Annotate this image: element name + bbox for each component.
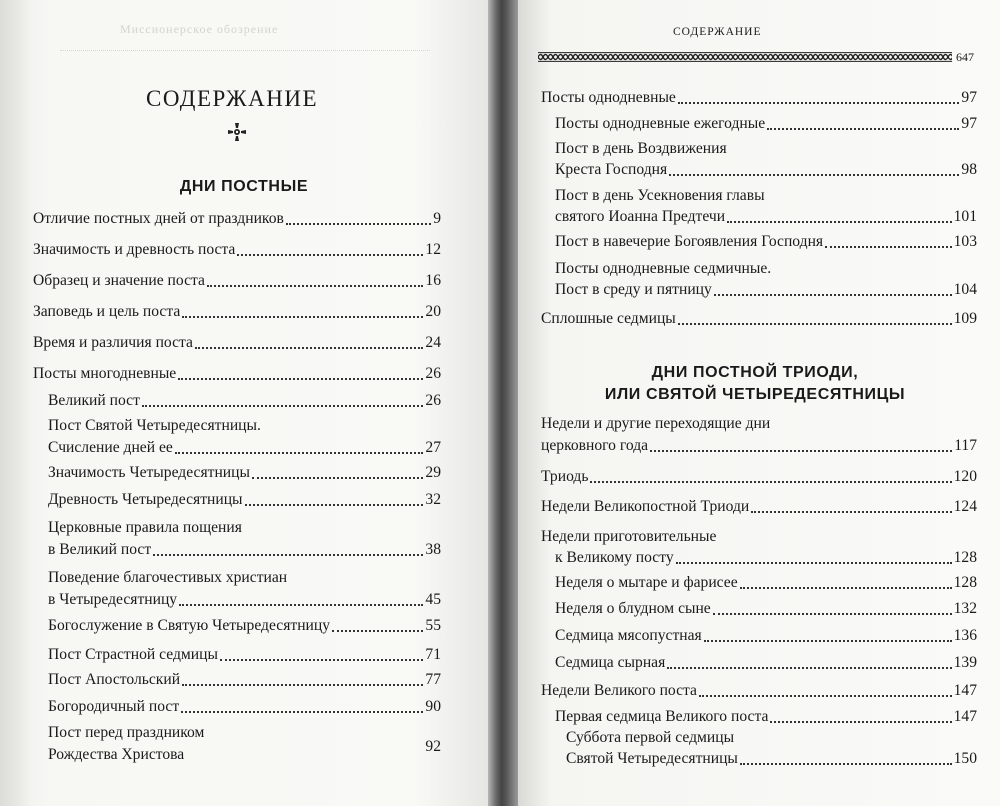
book-gutter bbox=[488, 0, 518, 806]
dot-leader bbox=[727, 221, 952, 223]
toc-entry-title: Седмица мясопустная bbox=[555, 627, 702, 644]
toc-entry-title: Заповедь и цель поста bbox=[33, 303, 181, 320]
toc-entry-title-line1: Недели и другие переходящие дни bbox=[541, 415, 771, 432]
dot-leader bbox=[676, 562, 952, 564]
toc-entry-title: Значимость и древность поста bbox=[33, 241, 236, 258]
toc-entry-title-line1: Поведение благочестивых христиан bbox=[48, 569, 288, 586]
toc-entry[interactable] bbox=[555, 598, 977, 620]
toc-entry[interactable] bbox=[48, 615, 441, 637]
toc-entry-page: 92 bbox=[425, 738, 441, 755]
dot-leader bbox=[678, 102, 960, 104]
dot-leader bbox=[751, 511, 951, 513]
toc-entry-title-line1: Пост в день Усекновения главы bbox=[555, 187, 765, 204]
section-heading: ДНИ ПОСТНОЙ ТРИОДИ, bbox=[651, 364, 859, 381]
page-title: СОДЕРЖАНИЕ bbox=[146, 86, 319, 111]
toc-entry-title: Великий пост bbox=[48, 392, 140, 409]
dot-leader bbox=[714, 294, 952, 296]
dot-leader bbox=[182, 684, 423, 686]
toc-entry-page: 101 bbox=[953, 208, 977, 225]
toc-entry-title: Триодь bbox=[541, 468, 589, 485]
toc-entry-title: к Великому посту bbox=[555, 549, 674, 566]
dot-leader bbox=[825, 246, 952, 248]
section-heading: ДНИ ПОСТНЫЕ bbox=[179, 178, 309, 195]
dot-leader bbox=[669, 174, 959, 176]
toc-entry-title: Пост в среду и пятницу bbox=[555, 281, 712, 298]
dot-leader bbox=[175, 452, 424, 454]
dot-leader bbox=[699, 695, 952, 697]
toc-entry[interactable] bbox=[48, 462, 441, 484]
dot-leader bbox=[286, 223, 431, 225]
dot-leader bbox=[667, 667, 951, 669]
dot-leader bbox=[182, 316, 423, 318]
toc-entry-page: 136 bbox=[953, 627, 977, 644]
toc-entry[interactable] bbox=[48, 644, 441, 666]
toc-entry-title: Образец и значение поста bbox=[33, 272, 205, 289]
toc-entry-page: 29 bbox=[425, 464, 441, 481]
toc-entry-title: Богородичный пост bbox=[48, 698, 180, 715]
toc-entry[interactable] bbox=[555, 159, 977, 181]
dot-leader bbox=[237, 254, 423, 256]
dot-leader bbox=[153, 554, 423, 556]
toc-entry-page: 98 bbox=[961, 161, 977, 178]
toc-entry-title-line1: Посты однодневные седмичные. bbox=[555, 260, 772, 277]
toc-entry-page: 147 bbox=[953, 708, 977, 725]
toc-entry[interactable] bbox=[555, 652, 977, 674]
toc-entry-title: в Четыредесятницу bbox=[48, 591, 178, 608]
left-page bbox=[0, 0, 488, 806]
dot-leader bbox=[650, 450, 952, 452]
toc-entry-title: церковного года bbox=[541, 437, 649, 454]
toc-entry-page: 132 bbox=[953, 600, 977, 617]
toc-entry-page: 104 bbox=[953, 281, 977, 298]
toc-entry-title-line1: Суббота первой седмицы bbox=[566, 729, 735, 746]
toc-entry[interactable] bbox=[33, 332, 441, 354]
cross-ornament-icon bbox=[227, 122, 247, 142]
dot-leader bbox=[332, 630, 423, 632]
toc-entry[interactable] bbox=[555, 206, 977, 228]
toc-entry-title: Святой Четыредесятницы bbox=[566, 750, 738, 767]
toc-entry-page: 128 bbox=[953, 549, 977, 566]
toc-entry-page: 147 bbox=[953, 682, 977, 699]
toc-entry-page: 26 bbox=[425, 392, 441, 409]
toc-entry[interactable] bbox=[541, 87, 977, 109]
page-number: 647 bbox=[956, 50, 974, 64]
toc-entry-page: 150 bbox=[953, 750, 977, 767]
toc-entry-title: Значимость Четыредесятницы bbox=[48, 464, 250, 481]
toc-entry[interactable] bbox=[48, 489, 441, 511]
toc-entry-page: 45 bbox=[425, 591, 441, 608]
toc-entry-title: святого Иоанна Предтечи bbox=[555, 208, 726, 225]
dot-leader bbox=[195, 347, 423, 349]
toc-entry[interactable] bbox=[48, 390, 441, 412]
toc-entry[interactable] bbox=[541, 308, 977, 330]
toc-entry-title: Рождества Христова bbox=[48, 746, 185, 763]
toc-entry-title: Посты однодневные bbox=[541, 89, 676, 106]
dot-leader bbox=[178, 378, 423, 380]
dot-leader bbox=[713, 613, 952, 615]
dot-leader bbox=[678, 323, 952, 325]
toc-entry-title: Время и различия поста bbox=[33, 334, 193, 351]
dot-leader bbox=[186, 759, 423, 761]
dot-leader bbox=[740, 763, 952, 765]
toc-entry-title-line1: Недели приготовительные bbox=[541, 528, 717, 545]
toc-entry-page: 20 bbox=[425, 303, 441, 320]
toc-entry[interactable] bbox=[555, 572, 977, 594]
toc-entry[interactable] bbox=[33, 301, 441, 323]
toc-entry[interactable] bbox=[541, 496, 977, 518]
toc-entry-title-line1: Пост перед праздником bbox=[48, 724, 205, 741]
toc-entry-page: 117 bbox=[954, 437, 977, 454]
toc-entry[interactable] bbox=[555, 231, 977, 253]
dot-leader bbox=[207, 285, 423, 287]
toc-entry-page: 77 bbox=[425, 671, 441, 688]
toc-entry-page: 90 bbox=[425, 698, 441, 715]
toc-entry[interactable] bbox=[555, 547, 977, 569]
toc-entry[interactable] bbox=[541, 435, 977, 457]
dot-leader bbox=[590, 481, 951, 483]
show-through-rule bbox=[60, 50, 430, 52]
dot-leader bbox=[770, 721, 951, 723]
toc-entry-title: Посты однодневные ежегодные bbox=[555, 115, 766, 132]
toc-entry-title: Пост Страстной седмицы bbox=[48, 646, 218, 663]
toc-entry-page: 139 bbox=[953, 654, 977, 671]
dot-leader bbox=[220, 659, 423, 661]
page-edge-shadow bbox=[0, 0, 30, 806]
toc-entry[interactable] bbox=[48, 696, 441, 718]
toc-entry-page: 16 bbox=[425, 272, 441, 289]
toc-entry-title: Отличие постных дней от праздников bbox=[33, 210, 284, 227]
show-through-header: Миссионерское обозрение bbox=[120, 22, 279, 36]
toc-entry-title: Первая седмица Великого поста bbox=[555, 708, 769, 725]
section-heading: ИЛИ СВЯТОЙ ЧЕТЫРЕДЕСЯТНИЦЫ bbox=[604, 386, 906, 403]
toc-entry-title: Посты многодневные bbox=[33, 365, 177, 382]
dot-leader bbox=[704, 640, 952, 642]
toc-entry-title-line1: Пост в день Воздвижения bbox=[555, 140, 727, 157]
toc-entry-page: 32 bbox=[425, 491, 441, 508]
dot-leader bbox=[142, 405, 424, 407]
toc-entry[interactable] bbox=[48, 589, 441, 611]
toc-entry-page: 9 bbox=[433, 210, 441, 227]
toc-entry-page: 38 bbox=[425, 541, 441, 558]
dot-leader bbox=[179, 604, 423, 606]
toc-entry[interactable] bbox=[541, 466, 977, 488]
toc-entry-page: 97 bbox=[961, 89, 977, 106]
toc-entry-title: Древность Четыредесятницы bbox=[48, 491, 243, 508]
toc-entry[interactable] bbox=[48, 539, 441, 561]
toc-entry-page: 55 bbox=[425, 617, 441, 634]
dot-leader bbox=[252, 477, 423, 479]
toc-entry-title: Сплошные седмицы bbox=[541, 310, 676, 327]
toc-entry-title: Счисление дней ее bbox=[48, 439, 173, 456]
toc-entry-title: Недели Великого поста bbox=[541, 682, 697, 699]
toc-entry[interactable] bbox=[555, 625, 977, 647]
toc-entry[interactable] bbox=[33, 208, 441, 230]
toc-entry-page: 124 bbox=[953, 498, 977, 515]
dot-leader bbox=[767, 128, 959, 130]
toc-entry[interactable] bbox=[33, 270, 441, 292]
toc-entry-title-line1: Церковные правила пощения bbox=[48, 519, 242, 536]
toc-entry[interactable] bbox=[33, 239, 441, 261]
toc-entry-page: 103 bbox=[953, 233, 977, 250]
toc-entry-page: 97 bbox=[961, 115, 977, 132]
toc-entry[interactable] bbox=[541, 680, 977, 702]
dot-leader bbox=[181, 711, 423, 713]
dot-leader bbox=[245, 504, 424, 506]
toc-entry[interactable] bbox=[48, 669, 441, 691]
toc-entry-title: Неделя о мытаре и фарисее bbox=[555, 574, 738, 591]
toc-entry-page: 120 bbox=[953, 468, 977, 485]
toc-entry-page: 26 bbox=[425, 365, 441, 382]
toc-entry[interactable] bbox=[566, 748, 977, 770]
toc-entry-title: Недели Великопостной Триоди bbox=[541, 498, 750, 515]
toc-entry[interactable] bbox=[555, 706, 977, 728]
toc-entry[interactable] bbox=[555, 113, 977, 135]
toc-entry-title-line1: Пост Святой Четыредесятницы. bbox=[48, 417, 261, 434]
toc-entry-page: 24 bbox=[425, 334, 441, 351]
toc-entry[interactable] bbox=[33, 363, 441, 385]
toc-entry-title: в Великий пост bbox=[48, 541, 152, 558]
toc-entry[interactable] bbox=[48, 738, 441, 766]
toc-entry-title: Неделя о блудном сыне bbox=[555, 600, 711, 617]
toc-entry[interactable] bbox=[48, 437, 441, 459]
braid-ornament-icon bbox=[538, 52, 952, 62]
toc-entry-page: 12 bbox=[425, 241, 441, 258]
toc-entry-page: 27 bbox=[425, 439, 441, 456]
toc-entry-page: 109 bbox=[953, 310, 977, 327]
dot-leader bbox=[740, 587, 952, 589]
toc-entry-title: Богослужение в Святую Четыредесятницу bbox=[48, 617, 331, 634]
toc-entry[interactable] bbox=[555, 279, 977, 301]
toc-entry-title: Седмица сырная bbox=[555, 654, 666, 671]
running-head: СОДЕРЖАНИЕ bbox=[673, 26, 762, 38]
toc-entry-page: 128 bbox=[953, 574, 977, 591]
toc-entry-page: 71 bbox=[425, 646, 441, 663]
toc-entry-title: Пост Апостольский bbox=[48, 671, 181, 688]
toc-entry-title: Креста Господня bbox=[555, 161, 668, 178]
toc-entry-title: Пост в навечерие Богоявления Господня bbox=[555, 233, 824, 250]
